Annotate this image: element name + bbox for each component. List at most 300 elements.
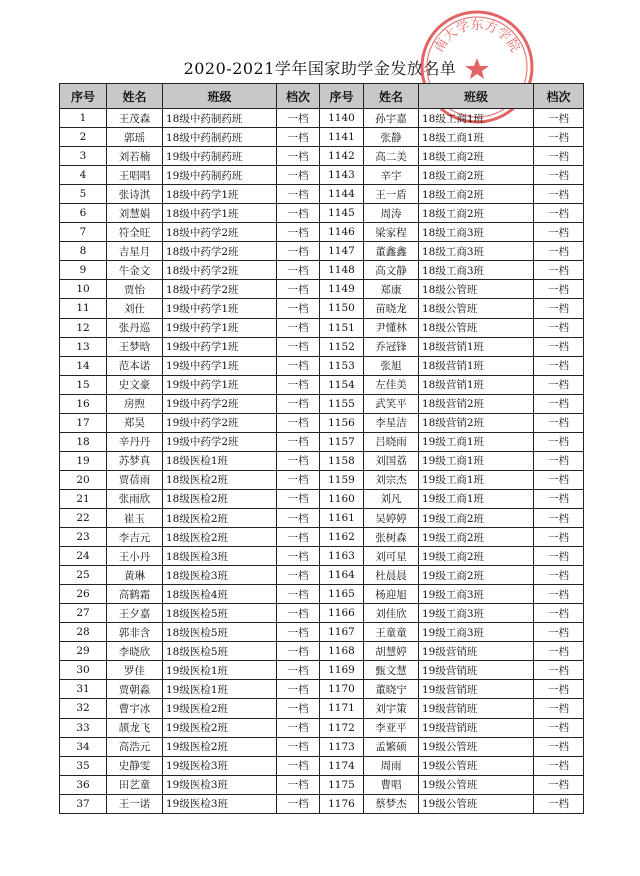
grade-cell: 一档: [534, 508, 584, 527]
header-cell: 班级: [419, 84, 534, 109]
class-cell: 18级公管班: [419, 299, 534, 318]
class-cell: 18级工商2班: [419, 166, 534, 185]
class-cell: 18级工商1班: [419, 128, 534, 147]
name-cell: 罗佳: [107, 661, 163, 680]
table-row: [60, 566, 584, 585]
class-cell: 19级工商2班: [419, 566, 534, 585]
name-cell: 刘佳欣: [364, 604, 419, 623]
seq-cell: 2: [60, 128, 107, 147]
grade-cell: 一档: [534, 432, 584, 451]
name-cell: 贾朝淼: [107, 680, 163, 699]
header-cell: 序号: [320, 84, 364, 109]
name-cell: 高鹤霜: [107, 585, 163, 604]
grade-cell: 一档: [534, 680, 584, 699]
table-row: [60, 756, 584, 775]
grade-cell: 一档: [277, 299, 320, 318]
class-cell: 18级营销1班: [419, 375, 534, 394]
name-cell: 刘若楠: [107, 147, 163, 166]
seq-cell: 1151: [320, 318, 364, 337]
class-cell: 19级公管班: [419, 794, 534, 813]
seq-cell: 1153: [320, 356, 364, 375]
grade-cell: 一档: [534, 185, 584, 204]
table-row: [60, 147, 584, 166]
class-cell: 18级医检2班: [163, 528, 277, 547]
grade-cell: 一档: [277, 604, 320, 623]
grade-cell: 一档: [534, 585, 584, 604]
grade-cell: 一档: [277, 756, 320, 775]
seq-cell: 33: [60, 718, 107, 737]
table-row: [60, 794, 584, 813]
name-cell: 李星洁: [364, 413, 419, 432]
class-cell: 19级营销班: [419, 699, 534, 718]
class-cell: 19级营销班: [419, 718, 534, 737]
class-cell: 18级中药学2班: [163, 223, 277, 242]
seq-cell: 1150: [320, 299, 364, 318]
class-cell: 18级工商3班: [419, 261, 534, 280]
name-cell: 张雨欣: [107, 489, 163, 508]
grade-cell: 一档: [534, 166, 584, 185]
table-row: [60, 375, 584, 394]
grade-cell: 一档: [534, 547, 584, 566]
table-row: [60, 185, 584, 204]
grade-cell: 一档: [534, 394, 584, 413]
table-row: [60, 280, 584, 299]
grade-cell: 一档: [277, 623, 320, 642]
seq-cell: 1176: [320, 794, 364, 813]
grade-cell: 一档: [277, 699, 320, 718]
seq-cell: 1155: [320, 394, 364, 413]
name-cell: 贾怡: [107, 280, 163, 299]
name-cell: 刘宗杰: [364, 470, 419, 489]
header-cell: 序号: [60, 84, 107, 109]
grade-cell: 一档: [534, 794, 584, 813]
name-cell: 胡慧婷: [364, 642, 419, 661]
grade-cell: 一档: [534, 261, 584, 280]
seq-cell: 1171: [320, 699, 364, 718]
class-cell: 18级医检1班: [163, 451, 277, 470]
class-cell: 18级医检2班: [163, 470, 277, 489]
class-cell: 18级医检5班: [163, 642, 277, 661]
class-cell: 19级公管班: [419, 737, 534, 756]
class-cell: 18级医检2班: [163, 489, 277, 508]
grade-cell: 一档: [534, 661, 584, 680]
seq-cell: 1146: [320, 223, 364, 242]
class-cell: 19级营销班: [419, 680, 534, 699]
seq-cell: 1166: [320, 604, 364, 623]
seq-cell: 36: [60, 775, 107, 794]
class-cell: 19级工商1班: [419, 451, 534, 470]
seq-cell: 11: [60, 299, 107, 318]
class-cell: 19级营销班: [419, 661, 534, 680]
seq-cell: 1167: [320, 623, 364, 642]
class-cell: 19级医检2班: [163, 699, 277, 718]
class-cell: 19级工商2班: [419, 547, 534, 566]
grade-cell: 一档: [277, 775, 320, 794]
class-cell: 18级中药制药班: [163, 128, 277, 147]
grade-cell: 一档: [534, 204, 584, 223]
grade-cell: 一档: [277, 394, 320, 413]
name-cell: 郑昊: [107, 413, 163, 432]
table-row: [60, 528, 584, 547]
table-row: [60, 680, 584, 699]
class-cell: 19级中药学2班: [163, 432, 277, 451]
class-cell: 18级中药学2班: [163, 280, 277, 299]
seq-cell: 26: [60, 585, 107, 604]
table-row: [60, 737, 584, 756]
seq-cell: 27: [60, 604, 107, 623]
class-cell: 19级医检2班: [163, 718, 277, 737]
grade-cell: 一档: [534, 147, 584, 166]
grade-cell: 一档: [534, 775, 584, 794]
seq-cell: 17: [60, 413, 107, 432]
header-cell: 班级: [163, 84, 277, 109]
class-cell: 19级营销班: [419, 642, 534, 661]
seq-cell: 1168: [320, 642, 364, 661]
grade-cell: 一档: [534, 604, 584, 623]
table-row: [60, 432, 584, 451]
name-cell: 左佳美: [364, 375, 419, 394]
grade-cell: 一档: [534, 566, 584, 585]
seq-cell: 7: [60, 223, 107, 242]
name-cell: 董晓宁: [364, 680, 419, 699]
name-cell: 颉龙飞: [107, 718, 163, 737]
name-cell: 王小丹: [107, 547, 163, 566]
header-cell: 档次: [277, 84, 320, 109]
seq-cell: 1147: [320, 242, 364, 261]
grade-cell: 一档: [534, 375, 584, 394]
grade-cell: 一档: [277, 718, 320, 737]
grade-cell: 一档: [277, 737, 320, 756]
grade-cell: 一档: [277, 470, 320, 489]
seq-cell: 21: [60, 489, 107, 508]
name-cell: 黄琳: [107, 566, 163, 585]
grade-cell: 一档: [534, 718, 584, 737]
class-cell: 18级中药学2班: [163, 261, 277, 280]
table-row: [60, 128, 584, 147]
name-cell: 梁家程: [364, 223, 419, 242]
seq-cell: 24: [60, 547, 107, 566]
class-cell: 18级中药学1班: [163, 185, 277, 204]
grade-cell: 一档: [277, 318, 320, 337]
name-cell: 刘国荔: [364, 451, 419, 470]
class-cell: 18级医检2班: [163, 508, 277, 527]
name-cell: 辛宇: [364, 166, 419, 185]
seq-cell: 20: [60, 470, 107, 489]
seq-cell: 1143: [320, 166, 364, 185]
name-cell: 田艺童: [107, 775, 163, 794]
header-cell: 姓名: [364, 84, 419, 109]
name-cell: 刘可星: [364, 547, 419, 566]
name-cell: 刘凡: [364, 489, 419, 508]
seq-cell: 32: [60, 699, 107, 718]
table-row: [60, 661, 584, 680]
name-cell: 乔冠锋: [364, 337, 419, 356]
name-cell: 史文豪: [107, 375, 163, 394]
name-cell: 张静: [364, 128, 419, 147]
name-cell: 辛丹丹: [107, 432, 163, 451]
grade-cell: 一档: [534, 413, 584, 432]
name-cell: 周雨: [364, 756, 419, 775]
class-cell: 18级工商1班: [419, 109, 534, 128]
name-cell: 王唱唱: [107, 166, 163, 185]
table-row: [60, 318, 584, 337]
grade-cell: 一档: [277, 204, 320, 223]
grade-cell: 一档: [277, 280, 320, 299]
name-cell: 贾蓓雨: [107, 470, 163, 489]
name-cell: 苏梦真: [107, 451, 163, 470]
grade-cell: 一档: [534, 699, 584, 718]
grade-cell: 一档: [277, 547, 320, 566]
seq-cell: 1164: [320, 566, 364, 585]
name-cell: 董鑫鑫: [364, 242, 419, 261]
class-cell: 19级工商1班: [419, 489, 534, 508]
table-row: [60, 489, 584, 508]
seq-cell: 1172: [320, 718, 364, 737]
class-cell: 19级中药学2班: [163, 394, 277, 413]
class-cell: 19级工商3班: [419, 604, 534, 623]
grade-cell: 一档: [277, 128, 320, 147]
name-cell: 张树森: [364, 528, 419, 547]
seq-cell: 37: [60, 794, 107, 813]
table-row: [60, 413, 584, 432]
grade-cell: 一档: [534, 528, 584, 547]
grade-cell: 一档: [534, 128, 584, 147]
name-cell: 张旭: [364, 356, 419, 375]
grade-cell: 一档: [277, 413, 320, 432]
class-cell: 18级营销2班: [419, 394, 534, 413]
class-cell: 19级工商1班: [419, 432, 534, 451]
class-cell: 18级医检5班: [163, 623, 277, 642]
name-cell: 孟繁硕: [364, 737, 419, 756]
name-cell: 高二美: [364, 147, 419, 166]
table-row: [60, 223, 584, 242]
seq-cell: 6: [60, 204, 107, 223]
class-cell: 19级医检1班: [163, 661, 277, 680]
table-row: [60, 699, 584, 718]
class-cell: 18级营销2班: [419, 413, 534, 432]
class-cell: 18级中药制药班: [163, 109, 277, 128]
seq-cell: 1152: [320, 337, 364, 356]
name-cell: 刘慧娟: [107, 204, 163, 223]
seq-cell: 1160: [320, 489, 364, 508]
grade-cell: 一档: [534, 642, 584, 661]
grade-cell: 一档: [277, 109, 320, 128]
class-cell: 19级工商3班: [419, 623, 534, 642]
header-cell: 档次: [534, 84, 584, 109]
class-cell: 19级工商2班: [419, 508, 534, 527]
grade-cell: 一档: [277, 642, 320, 661]
grade-cell: 一档: [534, 451, 584, 470]
grade-cell: 一档: [277, 585, 320, 604]
class-cell: 18级公管班: [419, 318, 534, 337]
grade-cell: 一档: [277, 680, 320, 699]
seq-cell: 3: [60, 147, 107, 166]
grade-cell: 一档: [277, 661, 320, 680]
seq-cell: 4: [60, 166, 107, 185]
class-cell: 18级工商2班: [419, 185, 534, 204]
seq-cell: 28: [60, 623, 107, 642]
seq-cell: 1154: [320, 375, 364, 394]
name-cell: 王一盾: [364, 185, 419, 204]
table-row: [60, 299, 584, 318]
table-row: [60, 109, 584, 128]
grade-cell: 一档: [277, 451, 320, 470]
name-cell: 杨迎旭: [364, 585, 419, 604]
table-body: [60, 109, 584, 814]
table-row: [60, 337, 584, 356]
class-cell: 18级工商2班: [419, 147, 534, 166]
class-cell: 18级医检5班: [163, 604, 277, 623]
class-cell: 19级工商3班: [419, 585, 534, 604]
seq-cell: 19: [60, 451, 107, 470]
grade-cell: 一档: [534, 489, 584, 508]
seq-cell: 1175: [320, 775, 364, 794]
name-cell: 牛金文: [107, 261, 163, 280]
name-cell: 周涛: [364, 204, 419, 223]
name-cell: 崔玉: [107, 508, 163, 527]
name-cell: 吕晓雨: [364, 432, 419, 451]
grade-cell: 一档: [277, 566, 320, 585]
seq-cell: 34: [60, 737, 107, 756]
name-cell: 蔡梦杰: [364, 794, 419, 813]
seq-cell: 1141: [320, 128, 364, 147]
seq-cell: 1142: [320, 147, 364, 166]
seq-cell: 1163: [320, 547, 364, 566]
seq-cell: 1162: [320, 528, 364, 547]
grade-cell: 一档: [277, 147, 320, 166]
table-row: [60, 261, 584, 280]
table-row: [60, 394, 584, 413]
class-cell: 19级医检3班: [163, 775, 277, 794]
grade-cell: 一档: [277, 166, 320, 185]
table-row: [60, 642, 584, 661]
class-cell: 18级营销1班: [419, 337, 534, 356]
grade-cell: 一档: [277, 489, 320, 508]
seq-cell: 1165: [320, 585, 364, 604]
grade-cell: 一档: [277, 242, 320, 261]
class-cell: 19级医检3班: [163, 756, 277, 775]
table-row: [60, 547, 584, 566]
class-cell: 19级中药学1班: [163, 337, 277, 356]
seq-cell: 1170: [320, 680, 364, 699]
table-row: [60, 451, 584, 470]
name-cell: 张诗淇: [107, 185, 163, 204]
seq-cell: 14: [60, 356, 107, 375]
grade-cell: 一档: [534, 356, 584, 375]
grade-cell: 一档: [534, 337, 584, 356]
table-header-row: [60, 84, 584, 109]
table-row: [60, 718, 584, 737]
name-cell: 孙宇嘉: [364, 109, 419, 128]
seq-cell: 1145: [320, 204, 364, 223]
grade-cell: 一档: [534, 737, 584, 756]
class-cell: 18级工商3班: [419, 223, 534, 242]
name-cell: 刘仕: [107, 299, 163, 318]
class-cell: 18级公管班: [419, 280, 534, 299]
name-cell: 王茂森: [107, 109, 163, 128]
class-cell: 19级公管班: [419, 756, 534, 775]
table-row: [60, 356, 584, 375]
seq-cell: 10: [60, 280, 107, 299]
seq-cell: 1: [60, 109, 107, 128]
grade-cell: 一档: [277, 185, 320, 204]
name-cell: 武笑平: [364, 394, 419, 413]
seq-cell: 13: [60, 337, 107, 356]
grade-cell: 一档: [277, 356, 320, 375]
name-cell: 范本诺: [107, 356, 163, 375]
grade-cell: 一档: [277, 261, 320, 280]
seq-cell: 5: [60, 185, 107, 204]
seq-cell: 1169: [320, 661, 364, 680]
class-cell: 19级医检3班: [163, 794, 277, 813]
class-cell: 19级中药学2班: [163, 413, 277, 432]
class-cell: 19级中药学1班: [163, 375, 277, 394]
class-cell: 19级医检1班: [163, 680, 277, 699]
class-cell: 19级中药学1班: [163, 318, 277, 337]
seq-cell: 1158: [320, 451, 364, 470]
grade-cell: 一档: [534, 109, 584, 128]
seq-cell: 29: [60, 642, 107, 661]
seq-cell: 12: [60, 318, 107, 337]
table-row: [60, 604, 584, 623]
seq-cell: 23: [60, 528, 107, 547]
seq-cell: 9: [60, 261, 107, 280]
grade-cell: 一档: [277, 508, 320, 527]
grade-cell: 一档: [534, 223, 584, 242]
seq-cell: 1149: [320, 280, 364, 299]
grade-cell: 一档: [534, 756, 584, 775]
class-cell: 19级中药学1班: [163, 356, 277, 375]
class-cell: 19级工商2班: [419, 528, 534, 547]
seq-cell: 25: [60, 566, 107, 585]
page-title: 2020-2021学年国家助学金发放名单: [183, 59, 457, 78]
seal-text: 南大学东方学院: [431, 18, 523, 56]
name-cell: 符全旺: [107, 223, 163, 242]
class-cell: 18级医检4班: [163, 585, 277, 604]
table-row: [60, 508, 584, 527]
class-cell: 18级工商2班: [419, 204, 534, 223]
name-cell: 王一诺: [107, 794, 163, 813]
name-cell: 杜晨晨: [364, 566, 419, 585]
grade-cell: 一档: [534, 318, 584, 337]
seq-cell: 18: [60, 432, 107, 451]
table-row: [60, 775, 584, 794]
name-cell: 郭非含: [107, 623, 163, 642]
grade-cell: 一档: [277, 528, 320, 547]
table-row: [60, 166, 584, 185]
table-row: [60, 470, 584, 489]
name-cell: 王童童: [364, 623, 419, 642]
name-cell: 吴婷婷: [364, 508, 419, 527]
grade-cell: 一档: [277, 337, 320, 356]
table-row: [60, 623, 584, 642]
class-cell: 18级中药学1班: [163, 204, 277, 223]
seq-cell: 35: [60, 756, 107, 775]
name-cell: 史静雯: [107, 756, 163, 775]
class-cell: 19级中药学1班: [163, 299, 277, 318]
name-cell: 王梦晗: [107, 337, 163, 356]
class-cell: 18级医检3班: [163, 566, 277, 585]
seq-cell: 1140: [320, 109, 364, 128]
name-cell: 李亚平: [364, 718, 419, 737]
grade-cell: 一档: [534, 242, 584, 261]
name-cell: 张丹巡: [107, 318, 163, 337]
name-cell: 刘宇策: [364, 699, 419, 718]
name-cell: 吉星月: [107, 242, 163, 261]
name-cell: 房煦: [107, 394, 163, 413]
seq-cell: 1157: [320, 432, 364, 451]
name-cell: 曹唱: [364, 775, 419, 794]
